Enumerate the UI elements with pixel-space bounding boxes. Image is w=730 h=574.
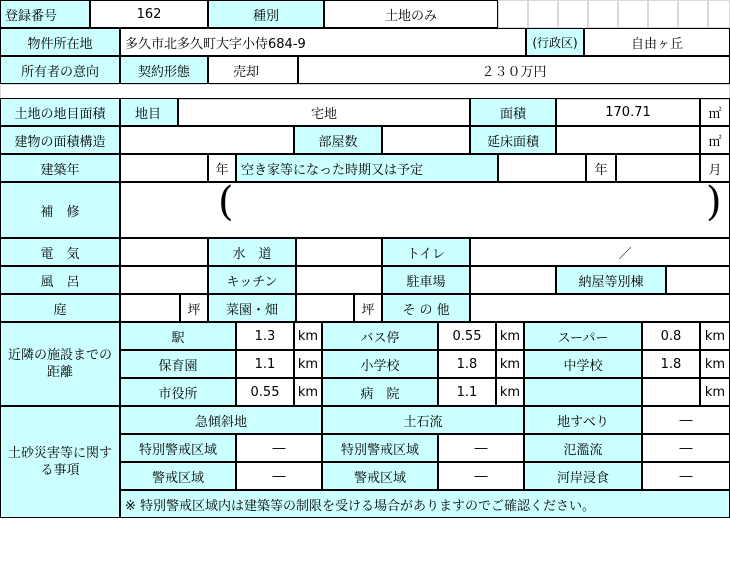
price: ２３０万円 <box>298 56 730 84</box>
landslide-value: ― <box>642 406 730 434</box>
nursery-unit: km <box>294 350 322 378</box>
warning-area-2-label: 警戒区域 <box>322 462 438 490</box>
city-km: 0.55 <box>236 378 294 406</box>
nursery-km: 1.1 <box>236 350 294 378</box>
district-value: 自由ヶ丘 <box>584 28 730 56</box>
special-area-2-value: ― <box>438 434 524 462</box>
station-km: 1.3 <box>236 322 294 350</box>
chimoku-value: 宅地 <box>178 98 470 126</box>
warning-area-2-value: ― <box>438 462 524 490</box>
flood-value: ― <box>642 434 730 462</box>
bus-label: バス停 <box>322 322 438 350</box>
garden-value <box>120 294 180 322</box>
water-value <box>296 238 382 266</box>
other-value <box>470 294 730 322</box>
super-label: スーパー <box>524 322 642 350</box>
bath-value <box>120 266 208 294</box>
floor-area-label: 延床面積 <box>470 126 556 154</box>
flood-label: 氾濫流 <box>524 434 642 462</box>
floor-area-value <box>556 126 700 154</box>
electric-value <box>120 238 208 266</box>
landslide-label: 地すべり <box>524 406 642 434</box>
bus-unit: km <box>496 322 524 350</box>
garden-label: 庭 <box>0 294 120 322</box>
junior-km: 1.8 <box>642 350 700 378</box>
vacant-label: 空き家等になった時期又は予定 <box>236 154 498 182</box>
vacant-month-unit: 月 <box>700 154 730 182</box>
super-unit: km <box>700 322 730 350</box>
hospital-unit: km <box>496 378 524 406</box>
kitchen-value <box>296 266 382 294</box>
bus-km: 0.55 <box>438 322 496 350</box>
junior-unit: km <box>700 350 730 378</box>
contract-value: 売却 <box>208 56 298 84</box>
repair-value <box>120 179 730 238</box>
built-value <box>120 154 208 182</box>
warning-area-1-label: 警戒区域 <box>120 462 236 490</box>
area-unit: ㎡ <box>700 98 730 126</box>
vacant-year-unit: 年 <box>586 154 616 182</box>
elementary-label: 小学校 <box>322 350 438 378</box>
city-unit: km <box>294 378 322 406</box>
blank-facility-unit: km <box>700 378 730 406</box>
steep-label: 急傾斜地 <box>120 406 322 434</box>
blank-facility-label <box>524 378 642 406</box>
nursery-label: 保育園 <box>120 350 236 378</box>
type-label: 種別 <box>208 0 324 28</box>
intent-label: 所有者の意向 <box>0 56 120 84</box>
special-area-1-value: ― <box>236 434 322 462</box>
built-year-unit: 年 <box>208 154 236 182</box>
disaster-label: 土砂災害等に関する事項 <box>0 406 120 518</box>
other-label: そ の 他 <box>382 294 470 322</box>
nearby-label: 近隣の施設までの距離 <box>0 322 120 406</box>
type-value: 土地のみ <box>324 0 498 28</box>
toilet-slash: ／ <box>618 246 632 262</box>
reg-label: 登録番号 <box>0 0 90 28</box>
erosion-value: ― <box>642 462 730 490</box>
building-value <box>120 126 294 154</box>
storage-label: 納屋等別棟 <box>556 266 666 294</box>
erosion-label: 河岸浸食 <box>524 462 642 490</box>
repair-label: 補 修 <box>0 182 120 238</box>
reg-value: 162 <box>90 0 208 28</box>
built-label: 建築年 <box>0 154 120 182</box>
parking-label: 駐車場 <box>382 266 470 294</box>
vegetable-tsubo: 坪 <box>354 294 382 322</box>
rooms-value <box>382 126 470 154</box>
special-area-1-label: 特別警戒区域 <box>120 434 236 462</box>
location-value: 多久市北多久町大字小侍684-9 <box>120 28 526 56</box>
super-km: 0.8 <box>642 322 700 350</box>
repair-open-paren: ( <box>218 179 234 225</box>
district-label: (行政区) <box>526 28 584 56</box>
parking-value <box>470 266 556 294</box>
land-label: 土地の地目面積 <box>0 98 120 126</box>
blank-facility-km <box>642 378 700 406</box>
floor-area-unit: ㎡ <box>700 126 730 154</box>
contract-label: 契約形態 <box>120 56 208 84</box>
warning-area-1-value: ― <box>236 462 322 490</box>
toilet-value <box>470 238 730 266</box>
vacant-month-value <box>616 154 700 182</box>
toilet-label: トイレ <box>382 238 470 266</box>
building-label: 建物の面積構造 <box>0 126 120 154</box>
hospital-km: 1.1 <box>438 378 496 406</box>
junior-label: 中学校 <box>524 350 642 378</box>
garden-tsubo: 坪 <box>180 294 208 322</box>
hospital-label: 病 院 <box>322 378 438 406</box>
special-area-2-label: 特別警戒区域 <box>322 434 438 462</box>
elementary-unit: km <box>496 350 524 378</box>
station-unit: km <box>294 322 322 350</box>
station-label: 駅 <box>120 322 236 350</box>
bath-label: 風 呂 <box>0 266 120 294</box>
disaster-note: ※ 特別警戒区域内は建築等の制限を受ける場合がありますのでご確認ください。 <box>120 490 730 518</box>
rooms-label: 部屋数 <box>294 126 382 154</box>
city-label: 市役所 <box>120 378 236 406</box>
elementary-km: 1.8 <box>438 350 496 378</box>
location-label: 物件所在地 <box>0 28 120 56</box>
kitchen-label: キッチン <box>208 266 296 294</box>
vacant-year-value <box>498 154 586 182</box>
water-label: 水 道 <box>208 238 296 266</box>
area-label: 面積 <box>470 98 556 126</box>
electric-label: 電 気 <box>0 238 120 266</box>
storage-value <box>666 266 730 294</box>
chimoku-label: 地目 <box>120 98 178 126</box>
vegetable-label: 菜園・畑 <box>208 294 296 322</box>
repair-close-paren: ) <box>706 179 722 225</box>
vegetable-value <box>296 294 354 322</box>
debris-label: 土石流 <box>322 406 524 434</box>
area-value: 170.71 <box>556 98 700 126</box>
